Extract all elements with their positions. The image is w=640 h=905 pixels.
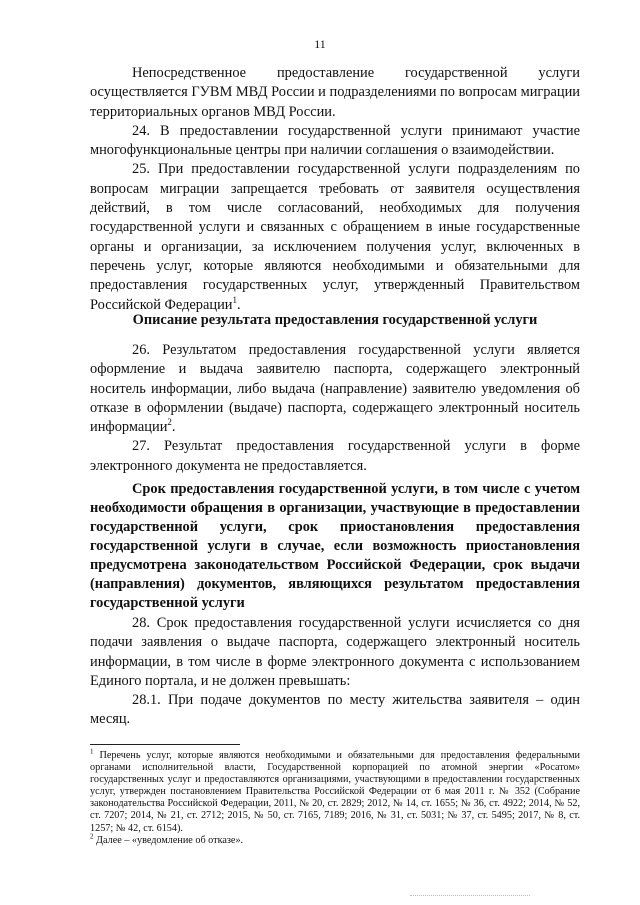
scan-artifact	[410, 895, 530, 899]
paragraph-25-text: 25. При предоставлении государственной услуги подразделениям по вопросам миграции запрещается требовать от заявителя осуществления действий, в том числе согласований, необходимых для получения государственной услуги и связанных с обращением в иные государственные органы и организации, за исключением получения услуг, включенных в перечень услуг, которые являются необходимыми и обязательными для предоставления государственных услуг, утвержденный Правительством Российской Федерации	[90, 161, 580, 313]
paragraph-intro: Непосредственное предоставление государственной услуги осуществляется ГУВМ МВД России и подразделениями по вопросам миграции территориальных органов МВД России.	[90, 65, 580, 120]
footnotes	[90, 747, 581, 847]
paragraph-26	[90, 341, 580, 437]
section-term	[90, 614, 580, 730]
paragraph-28: 28. Срок предоставления государственной услуги исчисляется со дня подачи заявления о выдаче паспорта, содержащего электронный носитель информации, в том числе в форме электронного документа с использованием Единого портала, и не должен превышать:	[90, 615, 580, 689]
footnote-1-mark: 1	[90, 747, 94, 756]
footnote-divider	[90, 744, 240, 745]
footnote-ref-1: 1	[232, 294, 237, 305]
footnote-2-text: Далее – «уведомление об отказе».	[96, 834, 244, 846]
footnote-2-mark: 2	[90, 832, 94, 841]
paragraph-25-end: .	[236, 296, 241, 313]
paragraph-24: 24. В предоставлении государственной услуги принимают участие многофункциональные центры при наличии соглашения о взаимодействии.	[90, 122, 580, 159]
footnote-1	[90, 747, 581, 835]
section-heading-term	[90, 480, 580, 613]
section-result	[90, 341, 580, 476]
footnote-1-text: Перечень услуг, которые являются необходимыми и обязательными для предоставления федеральными органами исполнительной власти, Государственной корпорацией по атомной энергии «Росатом» государственных услуг и предоставляются организациями, участвующими в предоставлении государственных услуг, утвержден постановлением Правительства Российской Федерации от 6 мая 2011 г. № 352 (Собрание законодательства Российской Федерации, 2011, № 20, ст. 2829; 2012, № 14, ст. 1655; № 36, ст. 4922; 2014, № 52, ст. 7207; 2014, № 21, ст. 2712; 2015, № 50, ст. 7165, 7189; 2016, № 31, ст. 5031; № 37, ст. 5495; 2017, № 8, ст. 1257; № 42, ст. 6154).	[90, 750, 581, 834]
paragraph-26-end: .	[171, 419, 176, 436]
paragraph-27: 27. Результат предоставления государственной услуги в форме электронного документа не предоставляется.	[90, 438, 580, 474]
paragraph-28-1: 28.1. При подаче документов по месту жительства заявителя – один месяц.	[90, 692, 580, 728]
footnote-2	[90, 832, 580, 847]
footnote-ref-2: 2	[167, 417, 172, 428]
heading-term-text: Срок предоставления государственной услуги, в том числе с учетом необходимости обращения в организации, участвующие в предоставлении государственной услуги, срок приостановления предоставления государственной услуги в случае, если возможность приостановления предусмотрена законодательством Российской Федерации, срок выдачи (направления) документов, являющихся результатом предоставления государственной услуги	[90, 481, 580, 611]
section-intro	[90, 64, 580, 315]
paragraph-25	[90, 160, 580, 314]
page-number: 11	[314, 37, 326, 51]
section-heading-result: Описание результата предоставления государственной услуги	[132, 312, 538, 328]
paragraph-26-text: 26. Результатом предоставления государственной услуги является оформление и выдача заявителю паспорта, содержащего электронный носитель информации, либо выдача (направление) заявителю уведомления об отказе в оформлении (выдаче) паспорта, содержащего электронный носитель информации	[90, 342, 580, 436]
